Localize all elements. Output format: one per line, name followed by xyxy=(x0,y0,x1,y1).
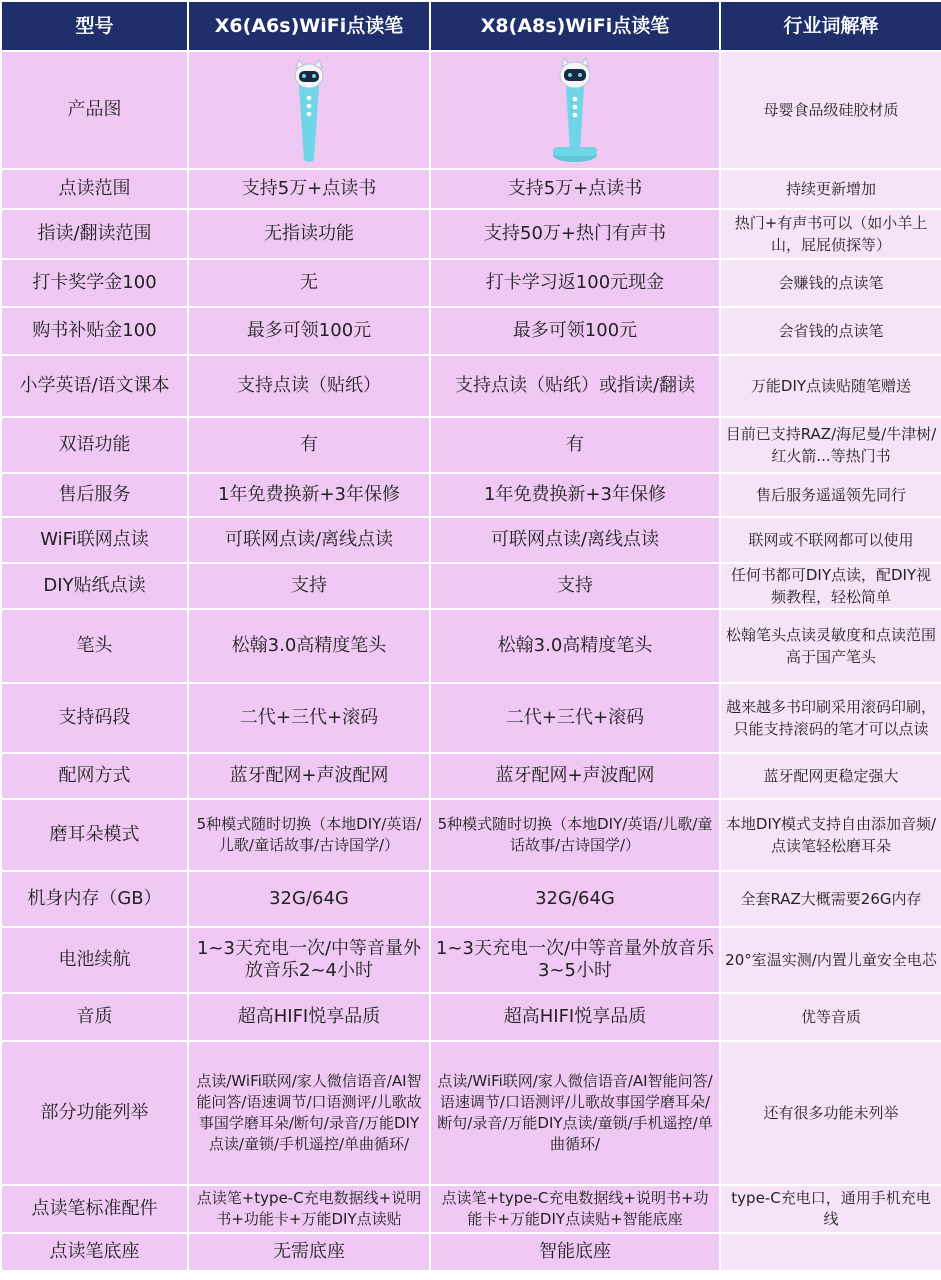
table-row xyxy=(1,307,941,355)
x8-value: 蓝牙配网+声波配网 xyxy=(430,753,720,799)
x8-value: 可联网点读/离线点读 xyxy=(430,517,720,563)
table-row xyxy=(1,683,941,753)
x8-value: 点读笔+type-C充电数据线+说明书+功能卡+万能DIY点读贴+智能底座 xyxy=(430,1185,720,1233)
x8-value: 有 xyxy=(430,417,720,473)
row-note: 任何书都可DIY点读，配DIY视频教程，轻松简单 xyxy=(720,563,941,609)
row-note: type-C充电口，通用手机充电线 xyxy=(720,1185,941,1233)
row-note: 蓝牙配网更稳定强大 xyxy=(720,753,941,799)
row-label: 产品图 xyxy=(1,51,188,169)
row-label: DIY贴纸点读 xyxy=(1,563,188,609)
row-label: 双语功能 xyxy=(1,417,188,473)
x6-value: 32G/64G xyxy=(188,871,430,927)
x6-value: 无指读功能 xyxy=(188,209,430,259)
row-label: 支持码段 xyxy=(1,683,188,753)
row-label: 点读笔标准配件 xyxy=(1,1185,188,1233)
x8-value: 打卡学习返100元现金 xyxy=(430,259,720,307)
header-row xyxy=(1,1,941,51)
image-row xyxy=(1,51,941,169)
table-row xyxy=(1,209,941,259)
row-note: 联网或不联网都可以使用 xyxy=(720,517,941,563)
row-label: 点读笔底座 xyxy=(1,1233,188,1271)
x6-value: 5种模式随时切换（本地DIY/英语/儿歌/童话故事/古诗国学/） xyxy=(188,799,430,871)
row-label: 机身内存（GB） xyxy=(1,871,188,927)
table-row xyxy=(1,473,941,517)
header-explanation: 行业词解释 xyxy=(720,1,941,51)
table-row xyxy=(1,417,941,473)
row-label: 小学英语/语文课本 xyxy=(1,355,188,417)
x8-value: 支持50万+热门有声书 xyxy=(430,209,720,259)
row-note: 售后服务遥遥领先同行 xyxy=(720,473,941,517)
table-row xyxy=(1,1041,941,1185)
row-note: 热门+有声书可以（如小羊上山，屁屁侦探等） xyxy=(720,209,941,259)
x8-value: 1~3天充电一次/中等音量外放音乐3~5小时 xyxy=(430,927,720,993)
x6-value: 可联网点读/离线点读 xyxy=(188,517,430,563)
row-note: 还有很多功能未列举 xyxy=(720,1041,941,1185)
x8-value: 32G/64G xyxy=(430,871,720,927)
table-row xyxy=(1,609,941,683)
x6-value: 无 xyxy=(188,259,430,307)
row-label: 电池续航 xyxy=(1,927,188,993)
table-row xyxy=(1,927,941,993)
table-row xyxy=(1,517,941,563)
row-note: 万能DIY点读贴随笔赠送 xyxy=(720,355,941,417)
x8-value: 松翰3.0高精度笔头 xyxy=(430,609,720,683)
table-row xyxy=(1,1185,941,1233)
table-row xyxy=(1,1233,941,1271)
row-label: 点读范围 xyxy=(1,169,188,209)
x6-pen-icon xyxy=(284,56,334,164)
x8-value: 二代+三代+滚码 xyxy=(430,683,720,753)
row-label: 笔头 xyxy=(1,609,188,683)
x6-value: 点读/WiFi联网/家人微信语音/AI智能问答/语速调节/口语测评/儿歌故事国学磨耳朵/断句/录音/万能DIY点读/童锁/手机遥控/单曲循环/ xyxy=(188,1041,430,1185)
row-label: 音质 xyxy=(1,993,188,1041)
table-row xyxy=(1,753,941,799)
row-note: 持续更新增加 xyxy=(720,169,941,209)
x8-value: 5种模式随时切换（本地DIY/英语/儿歌/童话故事/古诗国学/） xyxy=(430,799,720,871)
x8-pen-icon xyxy=(540,55,610,165)
row-label: WiFi联网点读 xyxy=(1,517,188,563)
row-note: 本地DIY模式支持自由添加音频/点读笔轻松磨耳朵 xyxy=(720,799,941,871)
row-note xyxy=(720,1233,941,1271)
x6-value: 松翰3.0高精度笔头 xyxy=(188,609,430,683)
x6-value: 最多可领100元 xyxy=(188,307,430,355)
x8-value: 智能底座 xyxy=(430,1233,720,1271)
x6-value: 1年免费换新+3年保修 xyxy=(188,473,430,517)
row-label: 指读/翻读范围 xyxy=(1,209,188,259)
x6-value: 二代+三代+滚码 xyxy=(188,683,430,753)
table-row xyxy=(1,259,941,307)
x6-pen-image xyxy=(188,51,430,169)
header-model: 型号 xyxy=(1,1,188,51)
x8-value: 支持 xyxy=(430,563,720,609)
row-label: 打卡奖学金100 xyxy=(1,259,188,307)
row-label: 配网方式 xyxy=(1,753,188,799)
x8-value: 超高HIFI悦享品质 xyxy=(430,993,720,1041)
header-x8: X8(A8s)WiFi点读笔 xyxy=(430,1,720,51)
x6-value: 点读笔+type-C充电数据线+说明书+功能卡+万能DIY点读贴 xyxy=(188,1185,430,1233)
row-note: 松翰笔头点读灵敏度和点读范围高于国产笔头 xyxy=(720,609,941,683)
x8-value: 点读/WiFi联网/家人微信语音/AI智能问答/语速调节/口语测评/儿歌故事国学磨耳朵/断句/录音/万能DIY点读/童锁/手机遥控/单曲循环/ xyxy=(430,1041,720,1185)
header-x6: X6(A6s)WiFi点读笔 xyxy=(188,1,430,51)
x8-value: 1年免费换新+3年保修 xyxy=(430,473,720,517)
x6-value: 有 xyxy=(188,417,430,473)
x6-value: 支持5万+点读书 xyxy=(188,169,430,209)
row-note: 会省钱的点读笔 xyxy=(720,307,941,355)
row-label: 磨耳朵模式 xyxy=(1,799,188,871)
x8-value: 最多可领100元 xyxy=(430,307,720,355)
row-note: 越来越多书印刷采用滚码印刷，只能支持滚码的笔才可以点读 xyxy=(720,683,941,753)
table-row xyxy=(1,563,941,609)
table-row xyxy=(1,169,941,209)
row-note: 全套RAZ大概需要26G内存 xyxy=(720,871,941,927)
x8-value: 支持5万+点读书 xyxy=(430,169,720,209)
table-row xyxy=(1,993,941,1041)
table-row xyxy=(1,871,941,927)
row-note: 母婴食品级硅胶材质 xyxy=(720,51,941,169)
table-row xyxy=(1,355,941,417)
x6-value: 支持 xyxy=(188,563,430,609)
x8-value: 支持点读（贴纸）或指读/翻读 xyxy=(430,355,720,417)
row-note: 20°室温实测/内置儿童安全电芯 xyxy=(720,927,941,993)
row-note: 目前已支持RAZ/海尼曼/牛津树/红火箭...等热门书 xyxy=(720,417,941,473)
x6-value: 蓝牙配网+声波配网 xyxy=(188,753,430,799)
x6-value: 超高HIFI悦享品质 xyxy=(188,993,430,1041)
x6-value: 1~3天充电一次/中等音量外放音乐2~4小时 xyxy=(188,927,430,993)
x6-value: 无需底座 xyxy=(188,1233,430,1271)
row-label: 售后服务 xyxy=(1,473,188,517)
x8-pen-image xyxy=(430,51,720,169)
row-note: 优等音质 xyxy=(720,993,941,1041)
row-label: 购书补贴金100 xyxy=(1,307,188,355)
row-note: 会赚钱的点读笔 xyxy=(720,259,941,307)
row-label: 部分功能列举 xyxy=(1,1041,188,1185)
table-row xyxy=(1,799,941,871)
x6-value: 支持点读（贴纸） xyxy=(188,355,430,417)
